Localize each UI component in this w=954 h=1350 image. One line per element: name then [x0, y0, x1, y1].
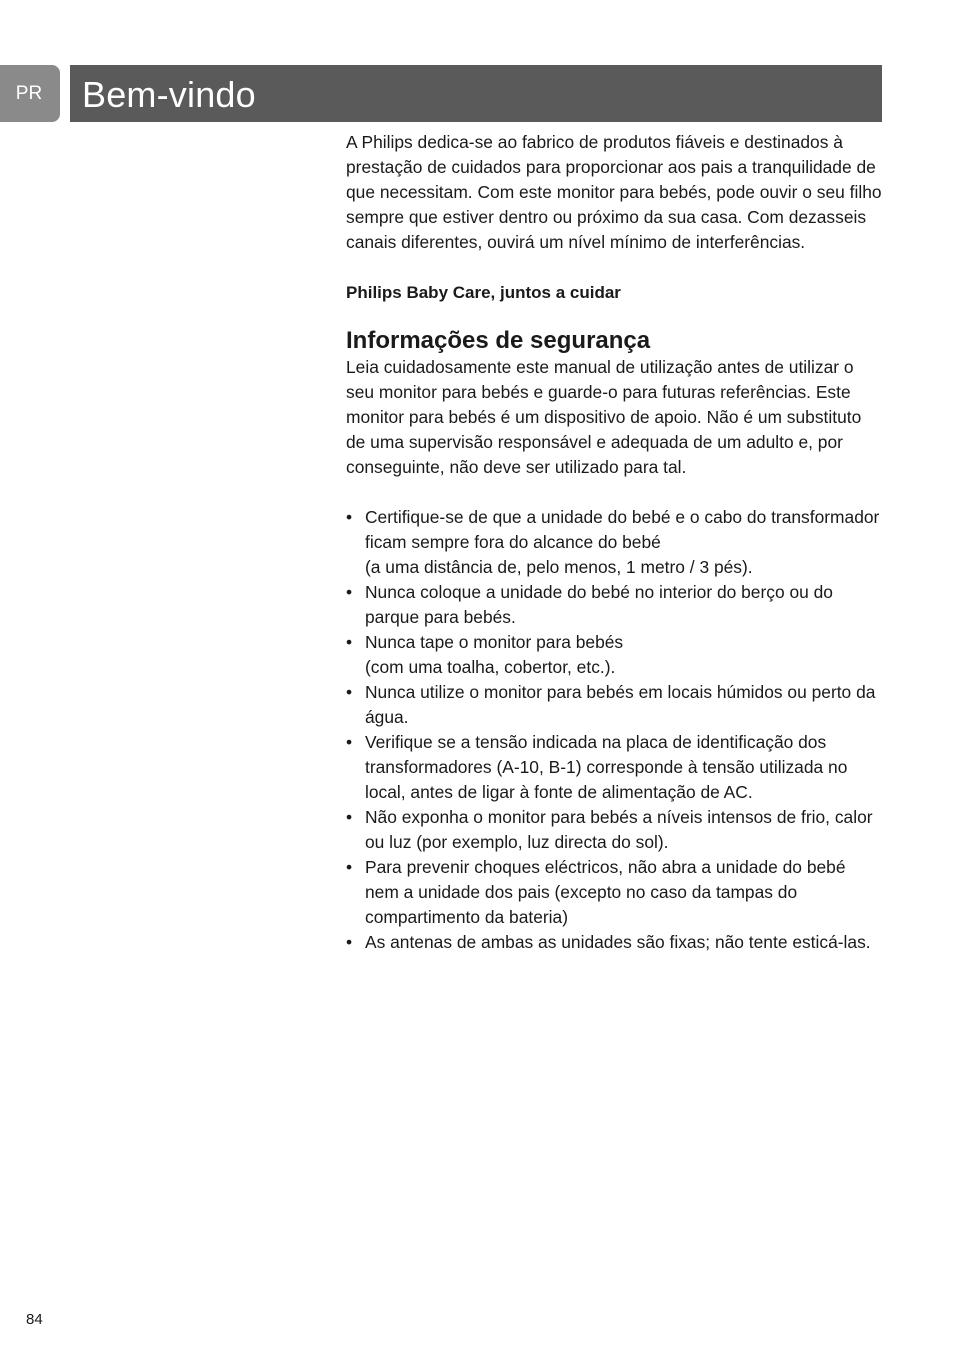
- safety-bullet-list: [346, 505, 884, 955]
- list-item: [346, 730, 884, 805]
- list-item-text: Certifique-se de que a unidade do bebé e o cabo do transformador ficam sempre fora do alcance do bebé: [365, 507, 880, 552]
- bullet-icon: •: [346, 732, 353, 752]
- list-item-text: (a uma distância de, pelo menos, 1 metro / 3 pés).: [365, 557, 753, 577]
- list-item-text: Nunca tape o monitor para bebés: [365, 632, 624, 652]
- list-item-text: Não exponha o monitor para bebés a níveis intensos de frio, calor ou luz (por exemplo, luz directa do sol).: [365, 807, 873, 852]
- bullet-icon: •: [346, 857, 353, 877]
- bullet-icon: •: [346, 582, 353, 602]
- bullet-icon: •: [346, 632, 353, 652]
- bullet-icon: •: [346, 932, 353, 952]
- page-title: Bem-vindo: [82, 74, 256, 115]
- bullet-icon: •: [346, 682, 353, 702]
- list-item: [346, 930, 884, 955]
- bullet-icon: •: [346, 507, 353, 527]
- list-item: [346, 855, 884, 930]
- list-item-text: Nunca utilize o monitor para bebés em locais húmidos ou perto da água.: [365, 682, 876, 727]
- list-item: [346, 630, 884, 680]
- language-tab: PR: [0, 65, 60, 122]
- bullet-icon: •: [346, 807, 353, 827]
- list-item: [346, 680, 884, 730]
- main-content: [346, 130, 884, 955]
- list-item-text: Para prevenir choques eléctricos, não abra a unidade do bebé nem a unidade dos pais (excepto no caso da tampas do compartimento da bateria): [365, 857, 846, 927]
- intro-paragraph: A Philips dedica-se ao fabrico de produtos fiáveis e destinados à prestação de cuidados para proporcionar aos pais a tranquilidade de que necessitam. Com este monitor para bebés, pode ouvir o seu filho sempre que estiver dentro ou próximo da sua casa. Com dezasseis canais diferentes, ouvirá um nível mínimo de interferências.: [346, 132, 882, 252]
- list-item-text: Verifique se a tensão indicada na placa de identificação dos transformadores (A-10, B-1) corresponde à tensão utilizada no local, antes de ligar à fonte de alimentação de AC.: [365, 732, 848, 802]
- list-item: [346, 505, 884, 580]
- tagline: Philips Baby Care, juntos a cuidar: [346, 283, 621, 302]
- list-item: [346, 805, 884, 855]
- list-item-text: (com uma toalha, cobertor, etc.).: [365, 657, 616, 677]
- safety-intro-paragraph: Leia cuidadosamente este manual de utilização antes de utilizar o seu monitor para bebés e guarde-o para futuras referências. Este monitor para bebés é um dispositivo de apoio. Não é um substituto de uma supervisão responsável e adequada de um adulto e, por conseguinte, não deve ser utilizado para tal.: [346, 357, 862, 477]
- title-bar: [70, 65, 882, 122]
- list-item-text: Nunca coloque a unidade do bebé no interior do berço ou do parque para bebés.: [365, 582, 833, 627]
- safety-heading: Informações de segurança: [346, 327, 651, 354]
- list-item-text: As antenas de ambas as unidades são fixas; não tente esticá-las.: [365, 932, 871, 952]
- page-number: 84: [26, 1311, 43, 1328]
- list-item: [346, 580, 884, 630]
